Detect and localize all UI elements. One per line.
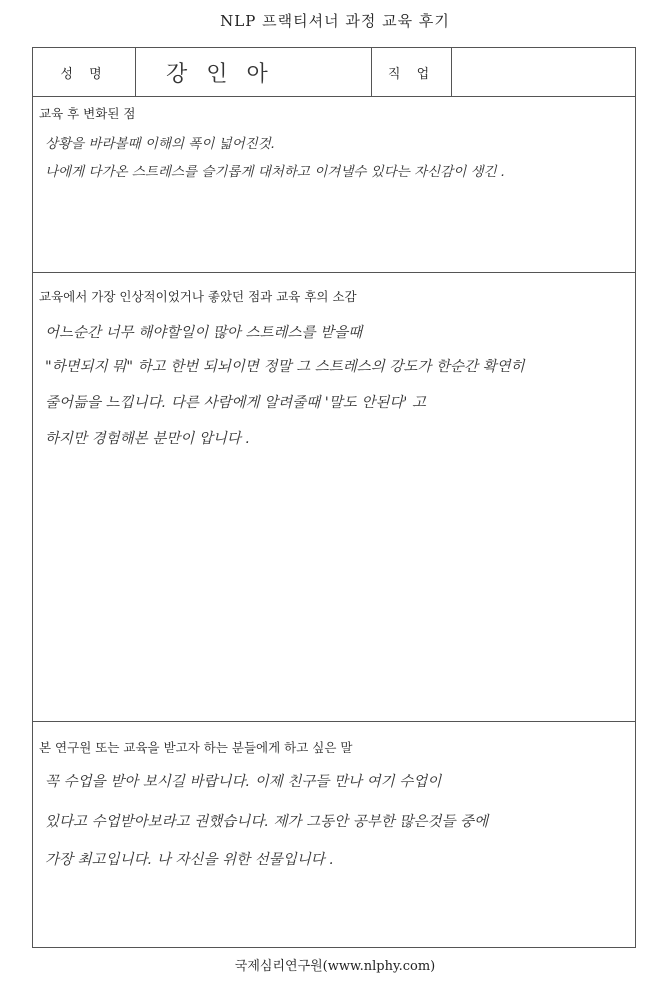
job-label: 직 업: [372, 48, 452, 96]
footer-institute: 국제심리연구원(www.nlphy.com): [234, 959, 436, 974]
handwritten-line: 상황을 바라볼때 이해의 폭이 넓어진것.: [45, 136, 276, 152]
handwritten-line: 나에게 다가온 스트레스를 슬기롭게 대처하고 이겨낼수 있다는 자신감이 생긴 .: [45, 164, 506, 180]
handwritten-line: 어느순간 너무 해야할일이 많아 스트레스를 받을때: [45, 325, 363, 341]
handwritten-line: 꼭 수업을 받아 보시길 바랍니다. 이제 친구들 만나 여기 수업이: [45, 774, 442, 790]
name-label: 성 명: [33, 48, 136, 96]
section-title: 교육에서 가장 인상적이었거나 좋았던 점과 교육 후의 소감: [39, 289, 357, 304]
handwritten-line: 하지만 경험해본 분만이 압니다 .: [45, 431, 251, 447]
handwritten-line: 있다고 수업받아보라고 권했습니다. 제가 그동안 공부한 많은것들 중에: [45, 814, 489, 830]
section-title: 교육 후 변화된 점: [39, 106, 136, 121]
name-value: 강 인 아: [136, 48, 372, 96]
section-impressions: [33, 273, 635, 722]
form-title: NLP 프랙티셔너 과정 교육 후기: [220, 12, 450, 30]
section-title: 본 연구원 또는 교육을 받고자 하는 분들에게 하고 싶은 말: [39, 740, 353, 755]
handwritten-line: 가장 최고입니다. 나 자신을 위한 선물입니다 .: [45, 852, 334, 868]
header-row: [33, 48, 635, 97]
handwritten-line: "하면되지 뭐" 하고 한번 되뇌이면 정말 그 스트레스의 강도가 한순간 확연히: [45, 359, 525, 375]
review-form: [32, 47, 636, 948]
job-value: [452, 48, 637, 96]
handwritten-line: 줄어듦을 느낍니다. 다른 사람에게 알려줄때 '말도 안된다' 고: [45, 395, 427, 411]
section-message: [33, 722, 635, 949]
section-changes: [33, 96, 635, 273]
